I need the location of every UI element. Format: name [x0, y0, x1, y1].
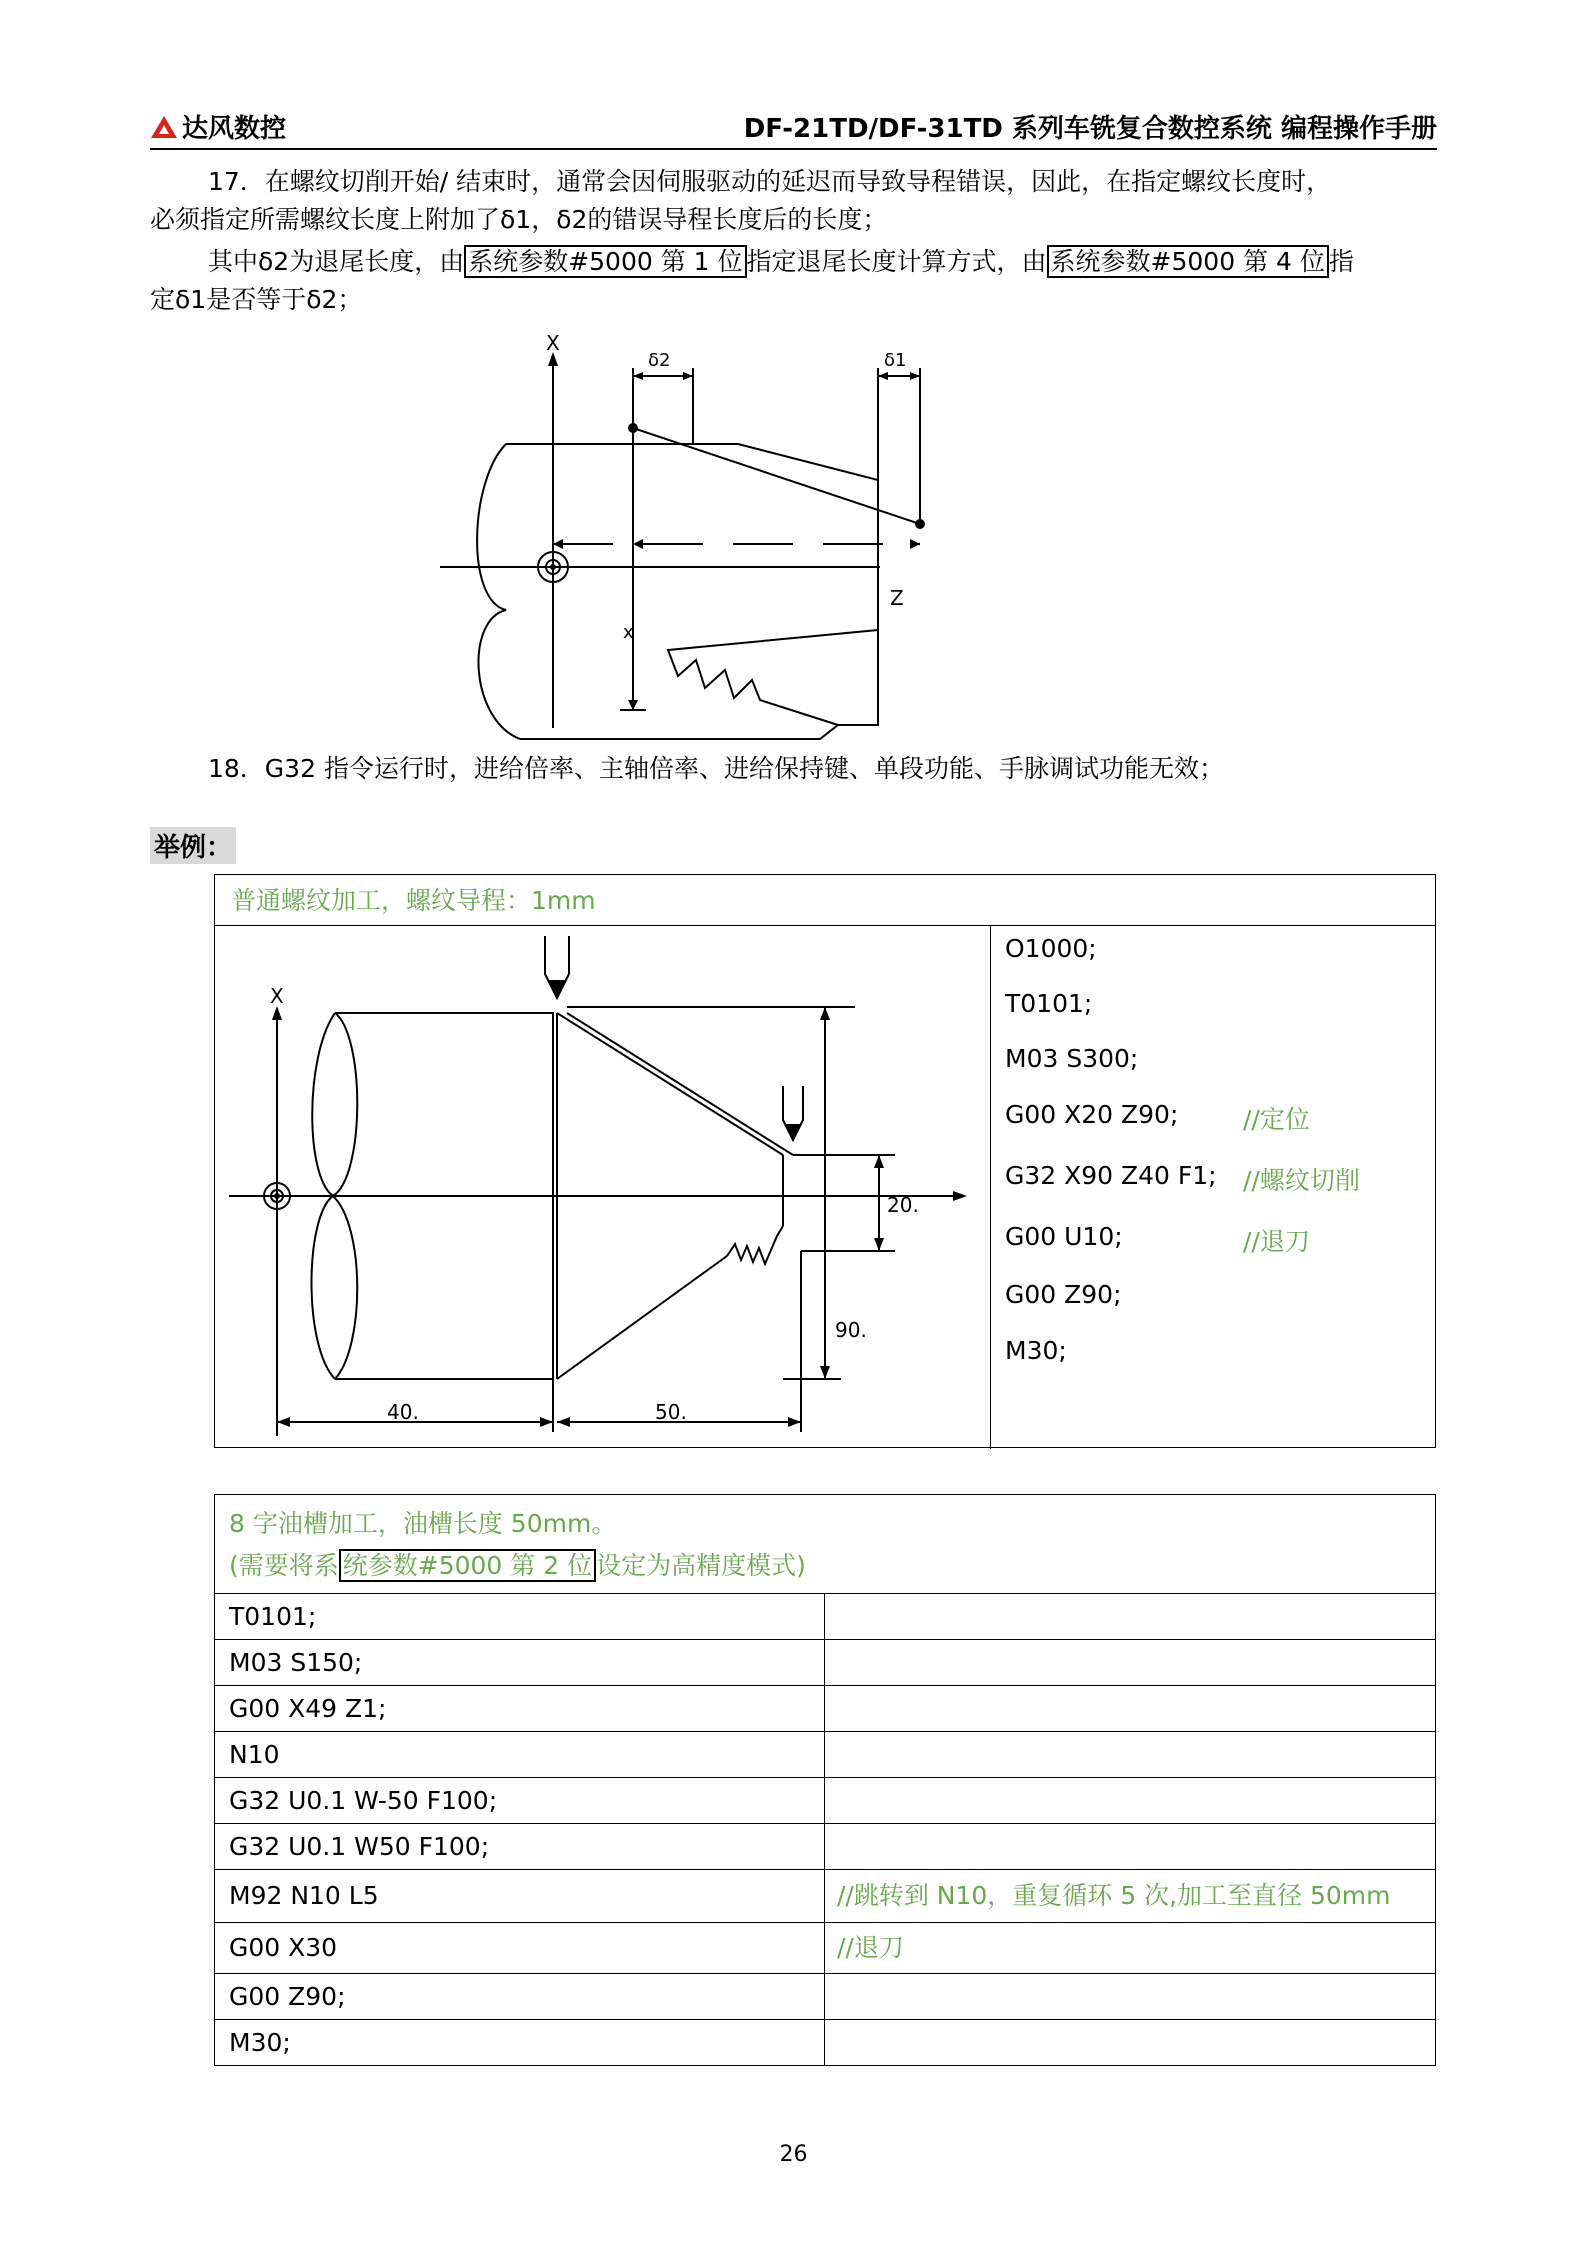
ex1-code-line: O1000;	[1005, 934, 1097, 963]
ex2-comment-cell	[825, 1778, 1435, 1823]
ex2-comment-cell	[825, 1974, 1435, 2019]
ex1-code-line: G32 X90 Z40 F1;	[1005, 1161, 1217, 1190]
ex2-heading-line2	[229, 1545, 1421, 1587]
ex1-code-comment: //退刀	[1243, 1227, 1310, 1256]
header-divider	[150, 148, 1437, 150]
ex1-code-line: M03 S300;	[1005, 1044, 1139, 1073]
ex2-comment-cell	[825, 1686, 1435, 1731]
ex1-x-label: X	[270, 984, 284, 1008]
param-box-2: 系统参数#5000 第 4 位	[1047, 245, 1329, 278]
workpiece-left-break	[477, 444, 520, 739]
ex2-comment-cell: //跳转到 N10，重复循环 5 次,加工至直径 50mm	[837, 1881, 1391, 1910]
thread-teeth	[668, 630, 878, 725]
ex2-comment-cell	[825, 1640, 1435, 1685]
ex2-code-cell: G00 X49 Z1;	[215, 1686, 825, 1731]
delta2-point	[628, 423, 638, 433]
ex2-code-cell: G00 X30	[215, 1923, 825, 1973]
header-title: DF-21TD/DF-31TD 系列车铣复合数控系统 编程操作手册	[743, 114, 1437, 144]
fig1-x-dim-label: x	[623, 622, 634, 643]
ex1-workpiece-break2	[333, 1196, 357, 1379]
ex1-dim20-label: 20.	[887, 1193, 919, 1217]
ex1-code-line: G00 Z90;	[1005, 1280, 1122, 1309]
ex2-comment-cell	[825, 1824, 1435, 1869]
table-row	[215, 1778, 1435, 1824]
ex1-taper-top2	[567, 1013, 793, 1155]
section17-line4: 定δ1是否等于δ2；	[150, 285, 363, 314]
ex2-param-box: 统参数#5000 第 2 位	[339, 1549, 596, 1582]
ex2-comment-cell	[825, 1732, 1435, 1777]
section17-line2: 必须指定所需螺纹长度上附加了δ1，δ2的错误导程长度后的长度；	[150, 205, 888, 234]
line3-text-b: 指定退尾长度计算方式，由	[746, 247, 1047, 276]
example2-table	[214, 1494, 1436, 2066]
table-row	[215, 1923, 1435, 1974]
ex1-thread-teeth	[727, 1226, 783, 1264]
fig1-z-label: Z	[890, 586, 904, 610]
thread-lead-line	[633, 428, 920, 524]
ex1-taper-bottom	[557, 1256, 727, 1379]
table-row	[215, 1870, 1435, 1923]
brand-name: 达风数控	[182, 114, 287, 144]
ex1-code-comment: //定位	[1243, 1105, 1310, 1134]
ex2-code-cell: M92 N10 L5	[215, 1870, 825, 1922]
example-label: 举例：	[150, 827, 236, 864]
ex2-code-cell: G32 U0.1 W50 F100;	[215, 1824, 825, 1869]
ex2-code-cell: G00 Z90;	[215, 1974, 825, 2019]
ex1-taper-top	[557, 1013, 783, 1155]
section17-line3	[150, 243, 1437, 281]
ex2-comment-cell	[825, 1594, 1435, 1639]
delta1-point	[915, 519, 925, 529]
example1-figure-cell	[215, 926, 991, 1449]
table-row	[215, 1824, 1435, 1870]
thread-delta-diagram	[420, 330, 980, 750]
table-row	[215, 1732, 1435, 1778]
ex2-heading2-b: 设定为高精度模式)	[596, 1551, 806, 1580]
param-box-1: 系统参数#5000 第 1 位	[464, 245, 746, 278]
fig1-x-label: X	[546, 331, 560, 355]
brand-triangle-icon	[150, 115, 178, 139]
example1-heading: 普通螺纹加工，螺纹导程：1mm	[215, 875, 1435, 926]
page-number: 26	[779, 2142, 808, 2167]
ex1-dim40-label: 40.	[387, 1400, 419, 1424]
ex2-code-cell: M03 S150;	[215, 1640, 825, 1685]
ex2-comment-cell	[825, 2020, 1435, 2065]
example1-diagram	[215, 926, 989, 1447]
ex1-dim90-label: 90.	[835, 1318, 867, 1342]
ex1-code-line: G00 X20 Z90;	[1005, 1100, 1179, 1129]
table-row	[215, 1686, 1435, 1732]
workpiece-outline	[506, 444, 878, 739]
ex2-code-cell: G32 U0.1 W-50 F100;	[215, 1778, 825, 1823]
table-row	[215, 1640, 1435, 1686]
ex1-code-comment: //螺纹切削	[1243, 1166, 1360, 1195]
ex2-heading2-a: (需要将系	[229, 1551, 339, 1580]
fig1-delta1-label: δ1	[884, 350, 907, 371]
section18-text: 18．G32 指令运行时，进给倍率、主轴倍率、进给保持键、单段功能、手脉调试功能无效；	[208, 754, 1224, 783]
example2-heading	[215, 1495, 1435, 1594]
fig1-delta2-label: δ2	[648, 350, 671, 371]
ex1-code-line: M30;	[1005, 1336, 1067, 1365]
section17-line1: 17．在螺纹切削开始/ 结束时，通常会因伺服驱动的延迟而导致导程错误，因此，在指定螺纹长度时，	[208, 167, 1332, 196]
table-row	[215, 2020, 1435, 2065]
ex2-code-cell: T0101;	[215, 1594, 825, 1639]
ex1-workpiece-break3	[333, 1013, 357, 1196]
ex1-code-line: T0101;	[1005, 989, 1093, 1018]
table-row	[215, 1974, 1435, 2020]
line3-text-c: 指	[1328, 247, 1354, 276]
example1-table	[214, 874, 1436, 1448]
ex2-code-cell: M30;	[215, 2020, 825, 2065]
line3-text-a: 其中δ2为退尾长度，由	[208, 247, 465, 276]
ex1-code-line: G00 U10;	[1005, 1222, 1123, 1251]
ex2-heading-line1: 8 字油槽加工，油槽长度 50mm。	[229, 1509, 617, 1538]
ex2-comment-cell: //退刀	[837, 1933, 904, 1962]
ex2-code-cell: N10	[215, 1732, 825, 1777]
brand-logo	[150, 108, 286, 145]
table-row	[215, 1594, 1435, 1640]
ex1-dim50-label: 50.	[655, 1400, 687, 1424]
